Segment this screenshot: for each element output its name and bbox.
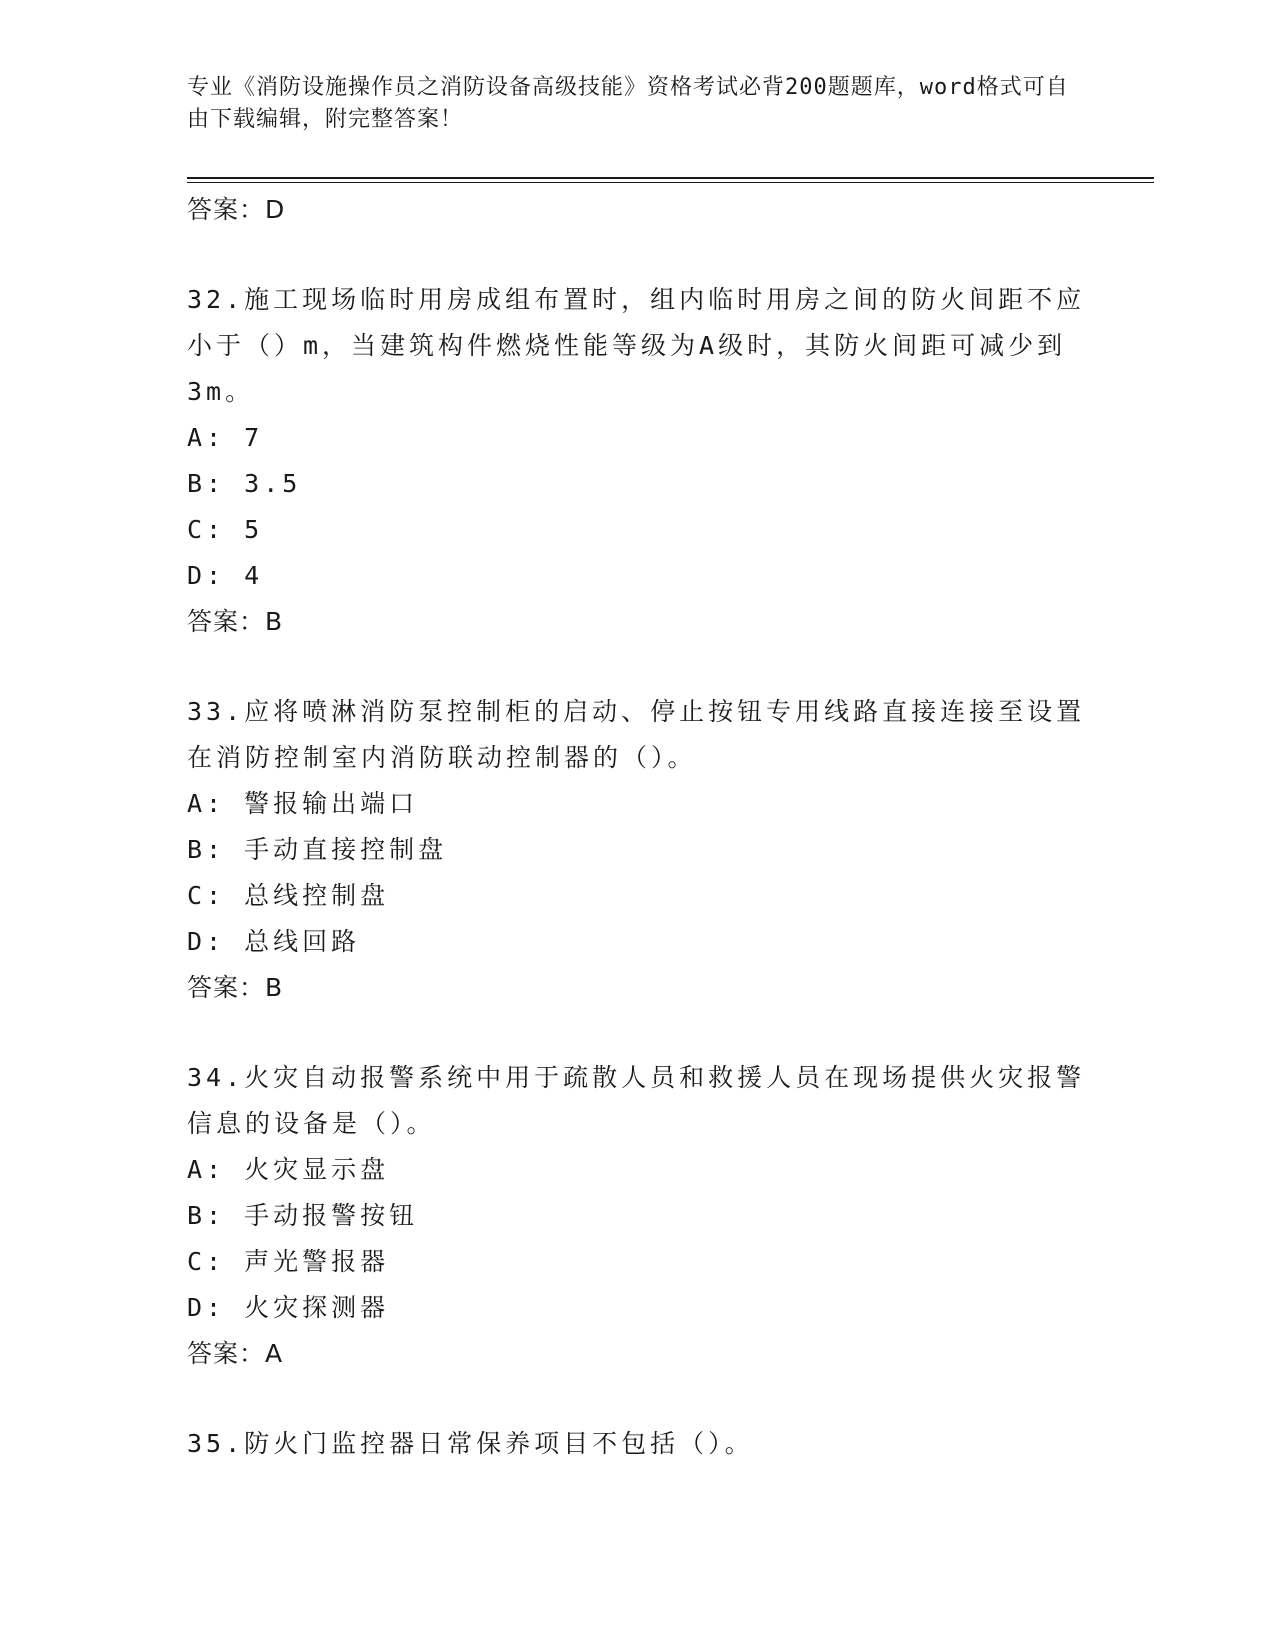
answer-text: 答案：B bbox=[187, 607, 284, 636]
question-block bbox=[187, 689, 1087, 1011]
header-rule-thin bbox=[187, 182, 1154, 183]
option-d: D: 火灾探测器 bbox=[187, 1293, 390, 1322]
option-a: A: 7 bbox=[187, 423, 264, 452]
question-block bbox=[187, 277, 1087, 645]
option-d: D: 总线回路 bbox=[187, 927, 361, 956]
option-c: C: 总线控制盘 bbox=[187, 881, 390, 910]
document-body bbox=[187, 187, 1087, 1467]
answer-text: 答案：A bbox=[187, 1339, 284, 1368]
header-rule-thick bbox=[187, 177, 1154, 179]
answer-text: 答案：B bbox=[187, 973, 284, 1002]
option-b: B: 手动直接控制盘 bbox=[187, 835, 448, 864]
question-text: 34.火灾自动报警系统中用于疏散人员和救援人员在现场提供火灾报警信息的设备是（）。 bbox=[187, 1063, 1086, 1138]
option-c: C: 5 bbox=[187, 515, 264, 544]
option-c: C: 声光警报器 bbox=[187, 1247, 390, 1276]
question-block bbox=[187, 1421, 1087, 1467]
option-b: B: 手动报警按钮 bbox=[187, 1201, 419, 1230]
option-b: B: 3.5 bbox=[187, 469, 302, 498]
question-text: 35.防火门监控器日常保养项目不包括（）。 bbox=[187, 1429, 754, 1458]
question-block bbox=[187, 1055, 1087, 1377]
question-text: 32.施工现场临时用房成组布置时，组内临时用房之间的防火间距不应小于（）m，当建筑构件燃烧性能等级为A级时，其防火间距可减少到3m。 bbox=[187, 285, 1086, 406]
question-text: 33.应将喷淋消防泵控制柜的启动、停止按钮专用线路直接连接至设置在消防控制室内消防联动控制器的（）。 bbox=[187, 697, 1086, 772]
option-d: D: 4 bbox=[187, 561, 264, 590]
document-header: 专业《消防设施操作员之消防设备高级技能》资格考试必背200题题库，word格式可自由下载编辑，附完整答案！ bbox=[187, 75, 1069, 132]
option-a: A: 警报输出端口 bbox=[187, 789, 419, 818]
option-a: A: 火灾显示盘 bbox=[187, 1155, 390, 1184]
answer-text: 答案：D bbox=[187, 195, 286, 224]
